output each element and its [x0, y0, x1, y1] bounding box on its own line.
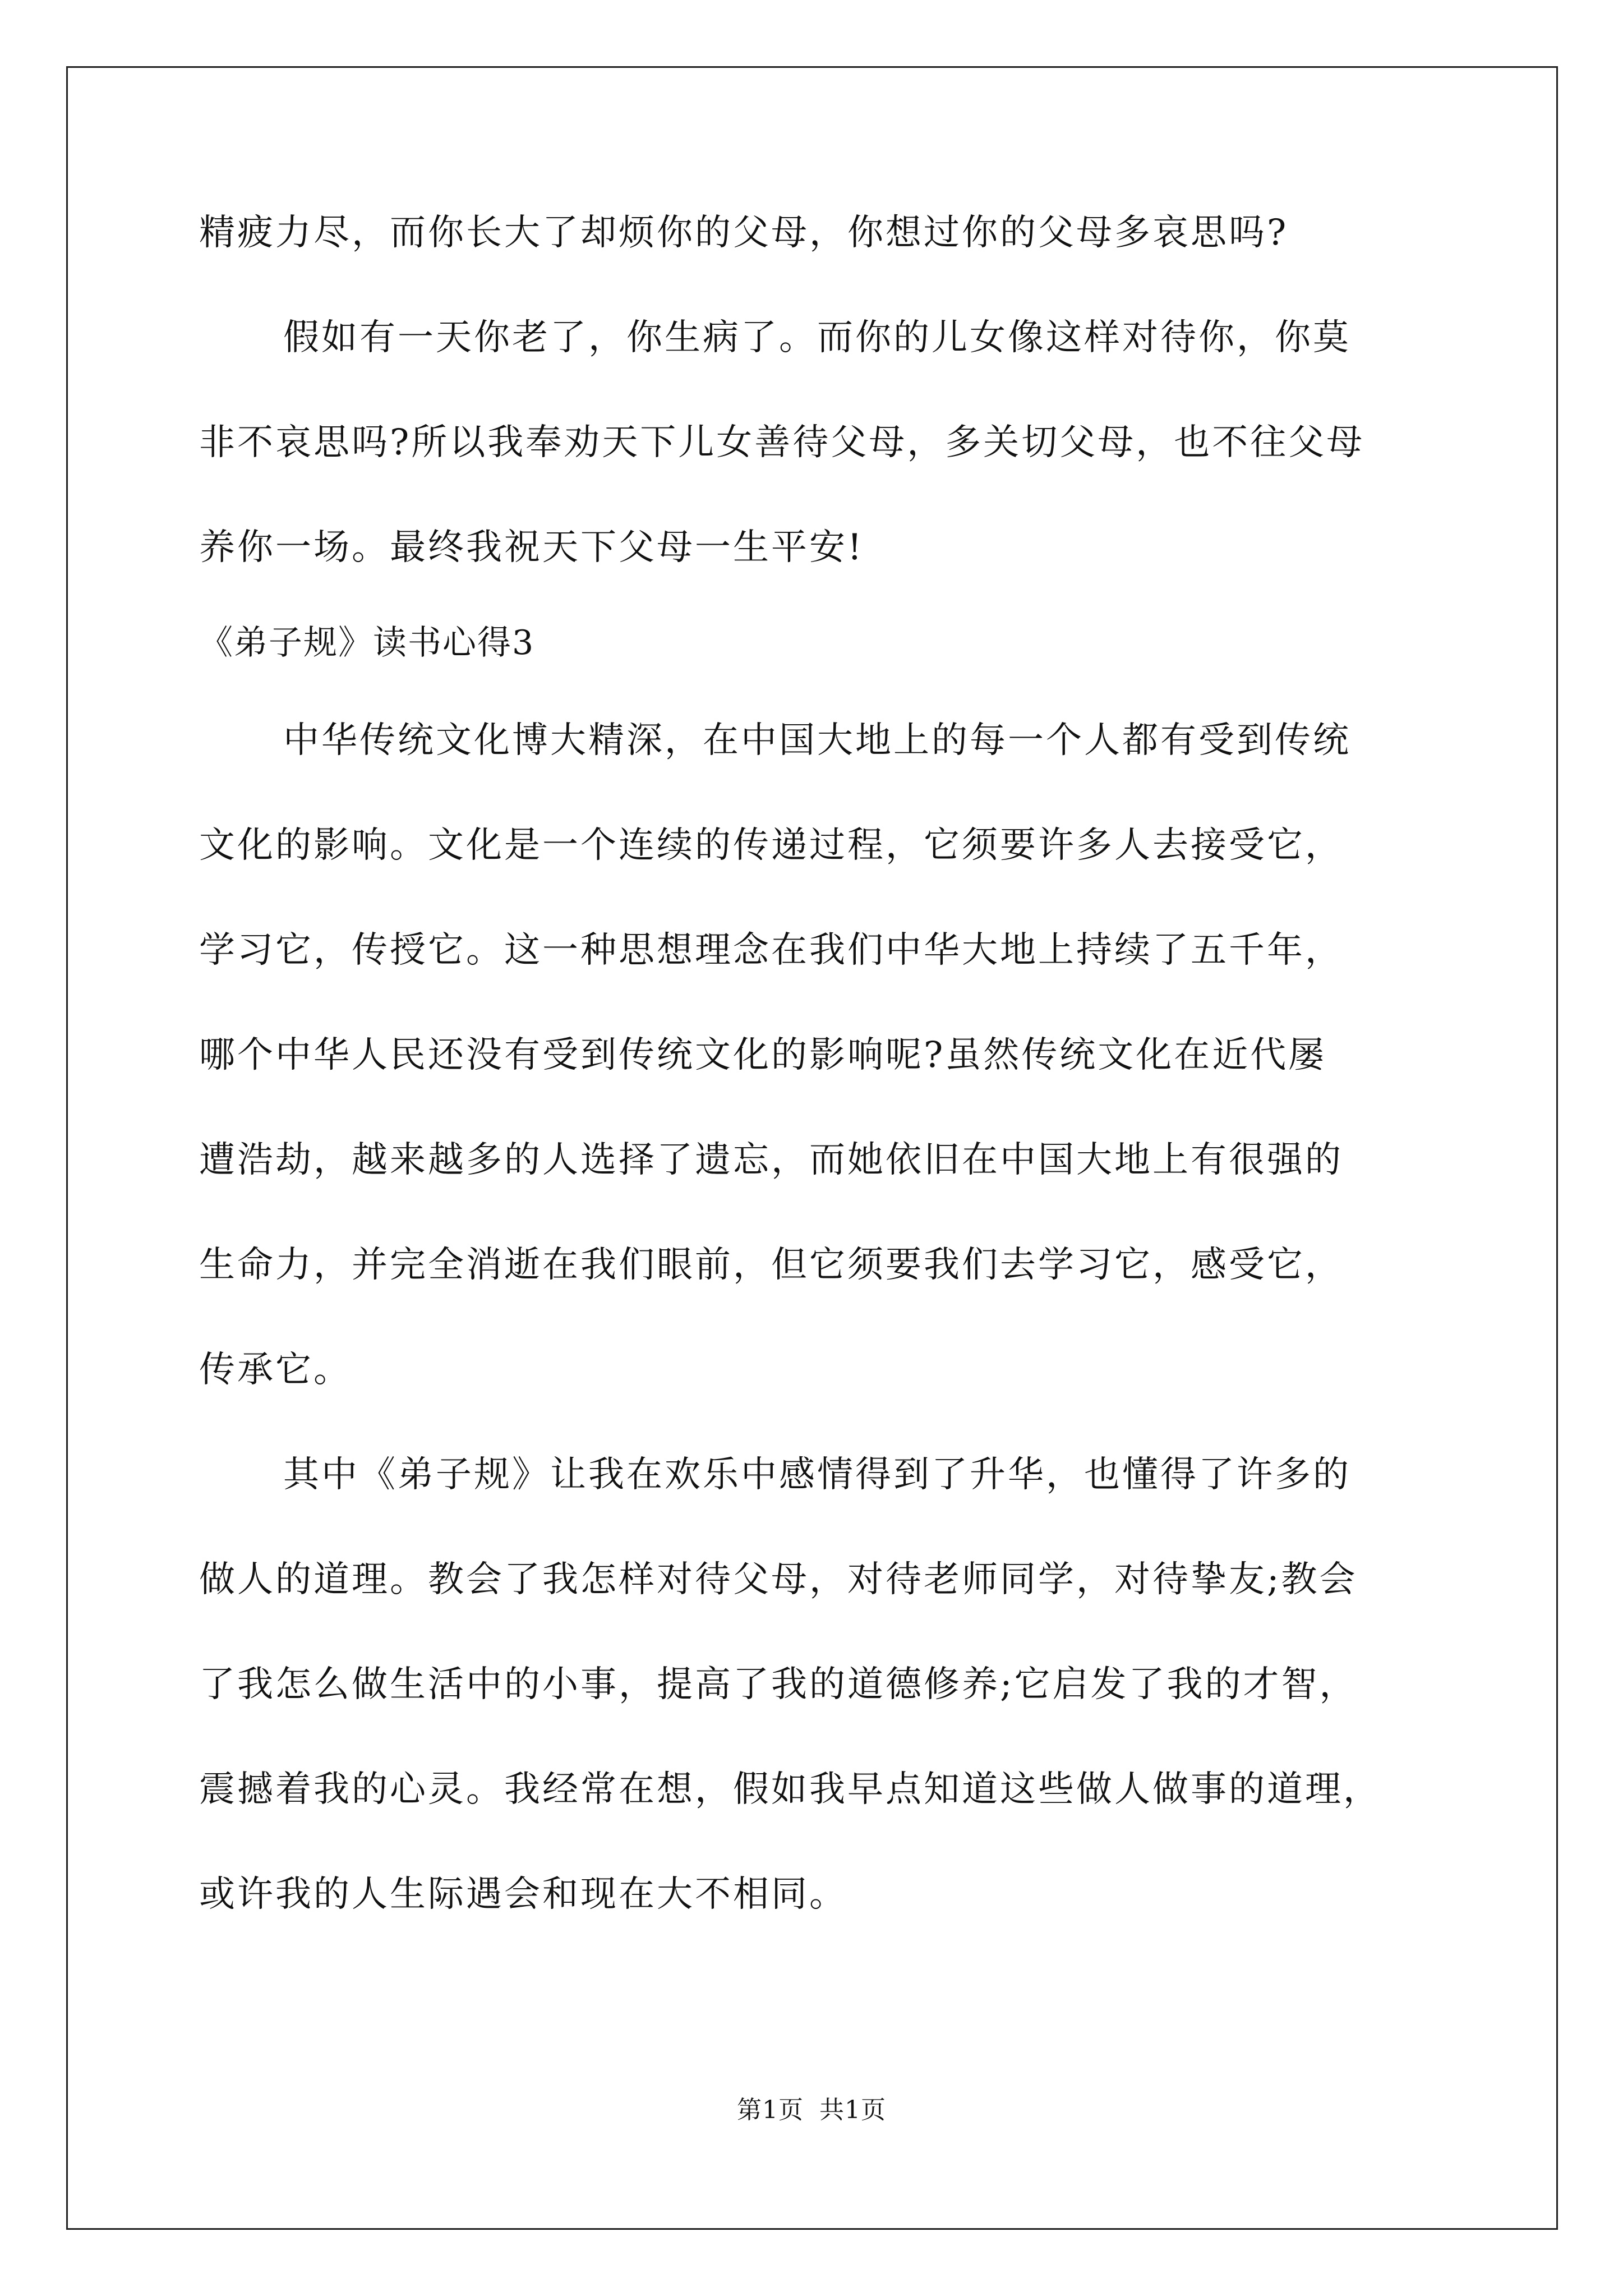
text-line: 学习它，传授它。这一种思想理念在我们中华大地上持续了五千年， [199, 930, 1343, 971]
page-number: 第1页 [737, 2096, 804, 2124]
text-line: 文化的影响。文化是一个连续的传递过程，它须要许多人去接受它， [199, 825, 1343, 866]
paragraph-first-line: 中华传统文化博大精深，在中国大地上的每一个人都有受到传统 [283, 720, 1351, 761]
paragraph-first-line: 其中《弟子规》让我在欢乐中感情得到了升华，也懂得了许多的 [283, 1454, 1351, 1496]
text-line: 非不哀思吗?所以我奉劝天下儿女善待父母，多关切父母，也不往父母 [199, 422, 1365, 463]
text-line: 震撼着我的心灵。我经常在想，假如我早点知道这些做人做事的道理， [199, 1769, 1381, 1810]
text-line: 了我怎么做生活中的小事，提高了我的道德修养;它启发了我的才智， [199, 1664, 1358, 1705]
text-line: 传承它。 [199, 1349, 352, 1391]
page-footer [0, 2093, 1623, 2127]
text-line: 或许我的人生际遇会和现在大不相同。 [199, 1874, 847, 1915]
text-line: 做人的道理。教会了我怎样对待父母，对待老师同学，对待挚友;教会 [199, 1559, 1358, 1600]
section-heading: 《弟子规》读书心得3 [199, 623, 535, 662]
text-line: 遭浩劫，越来越多的人选择了遗忘，而她依旧在中国大地上有很强的 [199, 1139, 1343, 1181]
text-line: 哪个中华人民还没有受到传统文化的影响呢?虽然传统文化在近代屡 [199, 1034, 1327, 1076]
text-line: 生命力，并完全消逝在我们眼前，但它须要我们去学习它，感受它， [199, 1244, 1343, 1286]
page-total: 共1页 [819, 2096, 886, 2124]
text-line: 养你一场。最终我祝天下父母一生平安! [199, 527, 864, 568]
text-line: 精疲力尽，而你长大了却烦你的父母，你想过你的父母多哀思吗? [199, 212, 1289, 254]
paragraph-first-line: 假如有一天你老了，你生病了。而你的儿女像这样对待你，你莫 [283, 317, 1351, 358]
